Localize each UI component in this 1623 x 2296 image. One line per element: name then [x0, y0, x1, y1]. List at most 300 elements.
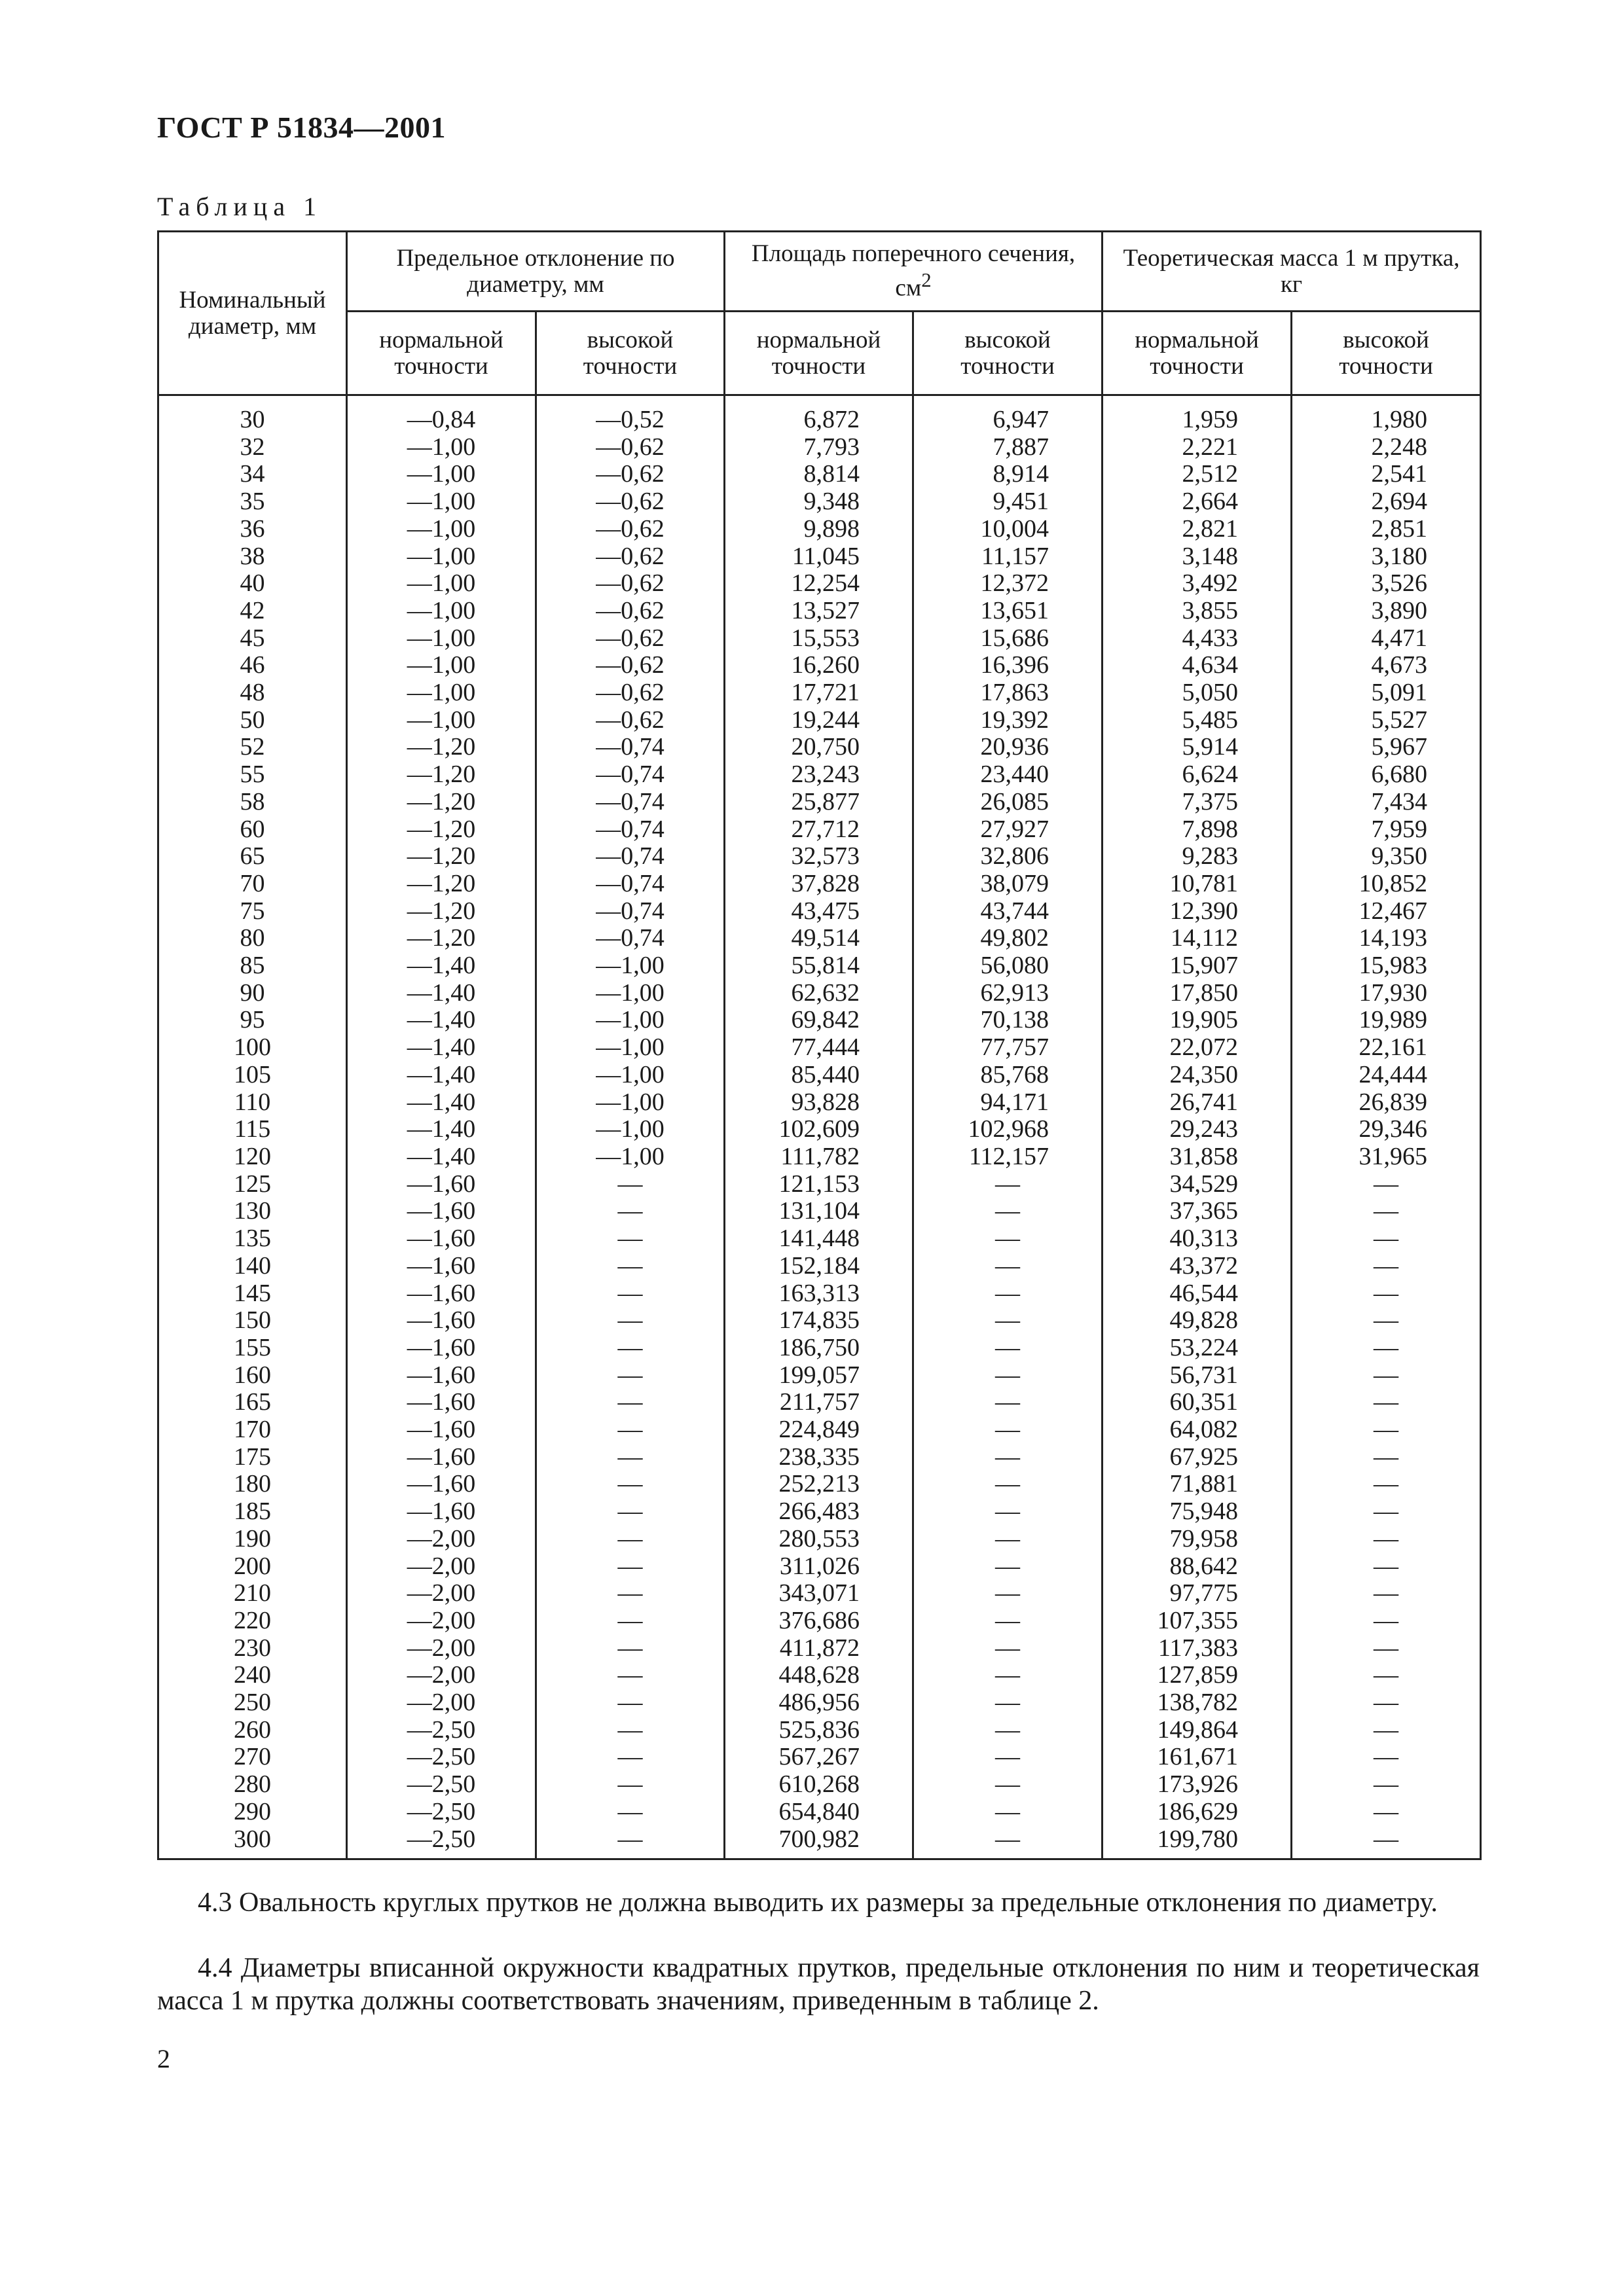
cell-area-high: 70,138 — [913, 1007, 1103, 1034]
cell-area-normal: 141,448 — [725, 1225, 913, 1253]
cell-tolerance-high: — — [536, 1307, 725, 1335]
cell-tolerance-high: —0,74 — [536, 925, 725, 952]
cell-tolerance-normal: —0,84 — [347, 395, 536, 434]
cell-diameter: 140 — [158, 1253, 347, 1280]
cell-diameter: 75 — [158, 898, 347, 925]
cell-tolerance-normal: —1,60 — [347, 1280, 536, 1308]
cell-mass-normal: 5,050 — [1103, 679, 1292, 707]
header-tolerance-high: высокой точности — [536, 312, 725, 395]
cell-area-high: — — [913, 1635, 1103, 1662]
cell-tolerance-high: —0,62 — [536, 679, 725, 707]
header-area — [725, 232, 1103, 312]
cell-area-high: — — [913, 1198, 1103, 1225]
cell-tolerance-normal: —1,60 — [347, 1362, 536, 1390]
cell-area-high: 56,080 — [913, 952, 1103, 980]
cell-area-normal: 11,045 — [725, 543, 913, 571]
cell-area-high: — — [913, 1389, 1103, 1416]
cell-area-normal: 15,553 — [725, 625, 913, 653]
cell-mass-normal: 6,624 — [1103, 761, 1292, 789]
table-row — [158, 1253, 1481, 1280]
cell-mass-high: 22,161 — [1292, 1034, 1481, 1062]
table-row — [158, 1416, 1481, 1444]
cell-tolerance-high: —0,62 — [536, 543, 725, 571]
cell-tolerance-high: — — [536, 1526, 725, 1553]
cell-tolerance-normal: —1,40 — [347, 1089, 536, 1117]
cell-mass-normal: 3,492 — [1103, 570, 1292, 598]
cell-tolerance-high: —1,00 — [536, 1116, 725, 1143]
cell-tolerance-normal: —1,20 — [347, 925, 536, 952]
cell-area-normal: 654,840 — [725, 1799, 913, 1826]
cell-mass-normal: 2,664 — [1103, 488, 1292, 516]
cell-mass-high: 12,467 — [1292, 898, 1481, 925]
cell-mass-normal: 9,283 — [1103, 843, 1292, 870]
cell-area-normal: 111,782 — [725, 1143, 913, 1171]
cell-tolerance-normal: —1,20 — [347, 734, 536, 761]
cell-tolerance-normal: —1,60 — [347, 1416, 536, 1444]
cell-mass-high: 6,680 — [1292, 761, 1481, 789]
cell-mass-normal: 5,485 — [1103, 707, 1292, 734]
cell-tolerance-high: — — [536, 1416, 725, 1444]
cell-mass-normal: 49,828 — [1103, 1307, 1292, 1335]
cell-mass-high: — — [1292, 1826, 1481, 1859]
cell-area-normal: 211,757 — [725, 1389, 913, 1416]
cell-mass-high: 29,346 — [1292, 1116, 1481, 1143]
cell-diameter: 270 — [158, 1744, 347, 1771]
cell-tolerance-normal: —2,00 — [347, 1635, 536, 1662]
cell-area-normal: 525,836 — [725, 1717, 913, 1744]
table-row — [158, 1717, 1481, 1744]
cell-diameter: 45 — [158, 625, 347, 653]
cell-mass-normal: 97,775 — [1103, 1580, 1292, 1607]
cell-mass-high: 26,839 — [1292, 1089, 1481, 1117]
cell-mass-normal: 26,741 — [1103, 1089, 1292, 1117]
cell-area-normal: 43,475 — [725, 898, 913, 925]
cell-area-normal: 174,835 — [725, 1307, 913, 1335]
cell-area-high: 49,802 — [913, 925, 1103, 952]
cell-mass-high: 2,851 — [1292, 516, 1481, 543]
cell-tolerance-normal: —1,00 — [347, 598, 536, 625]
cell-mass-normal: 40,313 — [1103, 1225, 1292, 1253]
cell-area-normal: 411,872 — [725, 1635, 913, 1662]
cell-tolerance-high: — — [536, 1225, 725, 1253]
cell-diameter: 150 — [158, 1307, 347, 1335]
table-row — [158, 1034, 1481, 1062]
cell-diameter: 115 — [158, 1116, 347, 1143]
cell-mass-high: — — [1292, 1280, 1481, 1308]
cell-mass-high: 2,248 — [1292, 434, 1481, 461]
table-row — [158, 707, 1481, 734]
cell-diameter: 32 — [158, 434, 347, 461]
table-row — [158, 570, 1481, 598]
cell-mass-normal: 127,859 — [1103, 1662, 1292, 1689]
table-row — [158, 679, 1481, 707]
cell-area-high: — — [913, 1553, 1103, 1581]
cell-tolerance-normal: —1,20 — [347, 870, 536, 898]
cell-diameter: 200 — [158, 1553, 347, 1581]
cell-tolerance-normal: —2,00 — [347, 1553, 536, 1581]
cell-tolerance-normal: —1,60 — [347, 1471, 536, 1498]
cell-tolerance-normal: —1,60 — [347, 1171, 536, 1198]
cell-tolerance-normal: —1,00 — [347, 570, 536, 598]
cell-area-high: 10,004 — [913, 516, 1103, 543]
cell-mass-normal: 4,634 — [1103, 652, 1292, 679]
cell-mass-normal: 79,958 — [1103, 1526, 1292, 1553]
cell-mass-high: — — [1292, 1553, 1481, 1581]
table-row — [158, 1143, 1481, 1171]
table-row — [158, 925, 1481, 952]
cell-tolerance-normal: —1,00 — [347, 434, 536, 461]
header-area-text: Площадь поперечного сечения, — [751, 240, 1076, 268]
cell-mass-normal: 107,355 — [1103, 1607, 1292, 1635]
cell-area-high: 19,392 — [913, 707, 1103, 734]
cell-diameter: 80 — [158, 925, 347, 952]
cell-mass-high: — — [1292, 1526, 1481, 1553]
cell-mass-normal: 173,926 — [1103, 1771, 1292, 1799]
table-row — [158, 1335, 1481, 1362]
cell-area-high: — — [913, 1662, 1103, 1689]
cell-mass-normal: 12,390 — [1103, 898, 1292, 925]
cell-diameter: 70 — [158, 870, 347, 898]
cell-mass-normal: 60,351 — [1103, 1389, 1292, 1416]
cell-mass-normal: 14,112 — [1103, 925, 1292, 952]
cell-mass-high: 7,959 — [1292, 816, 1481, 844]
cell-mass-normal: 31,858 — [1103, 1143, 1292, 1171]
cell-area-normal: 199,057 — [725, 1362, 913, 1390]
table-row — [158, 1116, 1481, 1143]
cell-tolerance-high: —0,52 — [536, 395, 725, 434]
cell-area-normal: 163,313 — [725, 1280, 913, 1308]
cell-mass-high: 4,673 — [1292, 652, 1481, 679]
cell-mass-normal: 7,375 — [1103, 789, 1292, 816]
cell-diameter: 58 — [158, 789, 347, 816]
cell-area-normal: 121,153 — [725, 1171, 913, 1198]
table-row — [158, 1362, 1481, 1390]
cell-tolerance-normal: —1,20 — [347, 789, 536, 816]
cell-tolerance-high: —0,62 — [536, 461, 725, 488]
cell-mass-high: — — [1292, 1799, 1481, 1826]
cell-diameter: 250 — [158, 1689, 347, 1717]
cell-area-high: — — [913, 1826, 1103, 1859]
cell-mass-normal: 29,243 — [1103, 1116, 1292, 1143]
cell-area-normal: 6,872 — [725, 395, 913, 434]
cell-area-high: — — [913, 1307, 1103, 1335]
cell-area-high: — — [913, 1253, 1103, 1280]
cell-tolerance-high: —0,62 — [536, 570, 725, 598]
cell-tolerance-normal: —1,40 — [347, 1062, 536, 1089]
paragraph-4-4 — [157, 1952, 1480, 2017]
cell-diameter: 46 — [158, 652, 347, 679]
cell-diameter: 230 — [158, 1635, 347, 1662]
cell-tolerance-normal: —2,50 — [347, 1826, 536, 1859]
cell-tolerance-normal: —1,00 — [347, 679, 536, 707]
cell-mass-high: — — [1292, 1635, 1481, 1662]
cell-area-high: 112,157 — [913, 1143, 1103, 1171]
cell-area-normal: 12,254 — [725, 570, 913, 598]
cell-mass-normal: 199,780 — [1103, 1826, 1292, 1859]
cell-area-normal: 69,842 — [725, 1007, 913, 1034]
cell-tolerance-high: —0,62 — [536, 434, 725, 461]
cell-area-high: — — [913, 1744, 1103, 1771]
table-row — [158, 1198, 1481, 1225]
table-row — [158, 1635, 1481, 1662]
cell-area-normal: 280,553 — [725, 1526, 913, 1553]
cell-diameter: 52 — [158, 734, 347, 761]
cell-area-high: 27,927 — [913, 816, 1103, 844]
cell-mass-normal: 75,948 — [1103, 1498, 1292, 1526]
cell-area-normal: 16,260 — [725, 652, 913, 679]
cell-area-normal: 486,956 — [725, 1689, 913, 1717]
cell-mass-normal: 56,731 — [1103, 1362, 1292, 1390]
cell-mass-normal: 10,781 — [1103, 870, 1292, 898]
cell-area-normal: 102,609 — [725, 1116, 913, 1143]
table-row — [158, 1389, 1481, 1416]
cell-tolerance-high: —0,74 — [536, 789, 725, 816]
cell-tolerance-high: —1,00 — [536, 1034, 725, 1062]
cell-area-high: 16,396 — [913, 652, 1103, 679]
table-row — [158, 1607, 1481, 1635]
cell-diameter: 175 — [158, 1444, 347, 1471]
cell-mass-normal: 1,959 — [1103, 395, 1292, 434]
table-row — [158, 816, 1481, 844]
cell-area-normal: 13,527 — [725, 598, 913, 625]
header-row-groups — [158, 232, 1481, 312]
cell-mass-high: 14,193 — [1292, 925, 1481, 952]
cell-mass-high: 5,527 — [1292, 707, 1481, 734]
cell-mass-high: — — [1292, 1225, 1481, 1253]
cell-area-high: 11,157 — [913, 543, 1103, 571]
cell-diameter: 65 — [158, 843, 347, 870]
cell-tolerance-normal: —1,20 — [347, 843, 536, 870]
cell-tolerance-high: — — [536, 1553, 725, 1581]
cell-tolerance-normal: —2,50 — [347, 1744, 536, 1771]
cell-tolerance-high: — — [536, 1471, 725, 1498]
cell-tolerance-high: — — [536, 1689, 725, 1717]
cell-diameter: 300 — [158, 1826, 347, 1859]
table-row — [158, 1662, 1481, 1689]
cell-area-high: 26,085 — [913, 789, 1103, 816]
table-row — [158, 1171, 1481, 1198]
cell-area-normal: 8,814 — [725, 461, 913, 488]
cell-mass-high: 4,471 — [1292, 625, 1481, 653]
cell-tolerance-normal: —1,40 — [347, 980, 536, 1007]
cell-area-high: — — [913, 1526, 1103, 1553]
cell-tolerance-normal: —1,60 — [347, 1335, 536, 1362]
cell-tolerance-normal: —2,00 — [347, 1580, 536, 1607]
cell-area-normal: 343,071 — [725, 1580, 913, 1607]
cell-mass-high: 2,541 — [1292, 461, 1481, 488]
cell-mass-high: — — [1292, 1307, 1481, 1335]
table-row — [158, 734, 1481, 761]
cell-mass-high: — — [1292, 1198, 1481, 1225]
cell-tolerance-high: —0,62 — [536, 598, 725, 625]
cell-mass-high: — — [1292, 1771, 1481, 1799]
cell-mass-high: 1,980 — [1292, 395, 1481, 434]
cell-tolerance-normal: —1,00 — [347, 707, 536, 734]
table-row — [158, 789, 1481, 816]
cell-tolerance-normal: —1,40 — [347, 1116, 536, 1143]
cell-area-high: — — [913, 1717, 1103, 1744]
cell-area-high: 20,936 — [913, 734, 1103, 761]
cell-area-normal: 49,514 — [725, 925, 913, 952]
cell-area-normal: 448,628 — [725, 1662, 913, 1689]
cell-diameter: 145 — [158, 1280, 347, 1308]
table-caption: Таблица 1 — [157, 192, 323, 221]
cell-area-normal: 85,440 — [725, 1062, 913, 1089]
cell-diameter: 130 — [158, 1198, 347, 1225]
cell-tolerance-normal: —1,00 — [347, 625, 536, 653]
cell-diameter: 125 — [158, 1171, 347, 1198]
cell-area-high: 15,686 — [913, 625, 1103, 653]
cell-mass-normal: 34,529 — [1103, 1171, 1292, 1198]
cell-area-normal: 17,721 — [725, 679, 913, 707]
cell-diameter: 40 — [158, 570, 347, 598]
table-row — [158, 543, 1481, 571]
cell-area-high: — — [913, 1335, 1103, 1362]
cell-area-high: — — [913, 1580, 1103, 1607]
cell-tolerance-normal: —1,20 — [347, 898, 536, 925]
table-row — [158, 598, 1481, 625]
table-row — [158, 434, 1481, 461]
cell-mass-normal: 4,433 — [1103, 625, 1292, 653]
cell-area-normal: 376,686 — [725, 1607, 913, 1635]
table-row — [158, 1307, 1481, 1335]
table-body — [158, 395, 1481, 1859]
header-area-unit: см — [895, 274, 922, 302]
cell-diameter: 280 — [158, 1771, 347, 1799]
cell-tolerance-high: —0,74 — [536, 761, 725, 789]
cell-tolerance-high: — — [536, 1635, 725, 1662]
cell-area-normal: 7,793 — [725, 434, 913, 461]
cell-tolerance-high: — — [536, 1771, 725, 1799]
cell-area-high: 6,947 — [913, 395, 1103, 434]
cell-area-high: — — [913, 1362, 1103, 1390]
cell-tolerance-high: — — [536, 1171, 725, 1198]
cell-area-normal: 9,348 — [725, 488, 913, 516]
cell-mass-high: 31,965 — [1292, 1143, 1481, 1171]
cell-diameter: 42 — [158, 598, 347, 625]
cell-mass-normal: 149,864 — [1103, 1717, 1292, 1744]
table-row — [158, 1225, 1481, 1253]
cell-tolerance-high: —0,62 — [536, 516, 725, 543]
cell-diameter: 210 — [158, 1580, 347, 1607]
table-row — [158, 1444, 1481, 1471]
header-tolerance: Предельное отклонение по диаметру, мм — [347, 232, 725, 312]
cell-area-normal: 224,849 — [725, 1416, 913, 1444]
cell-tolerance-normal: —1,60 — [347, 1389, 536, 1416]
cell-area-high: — — [913, 1799, 1103, 1826]
cell-tolerance-high: — — [536, 1580, 725, 1607]
cell-area-high: — — [913, 1607, 1103, 1635]
cell-mass-high: 3,526 — [1292, 570, 1481, 598]
cell-area-high: 12,372 — [913, 570, 1103, 598]
table-row — [158, 1062, 1481, 1089]
cell-diameter: 34 — [158, 461, 347, 488]
cell-mass-normal: 2,821 — [1103, 516, 1292, 543]
cell-area-high: 94,171 — [913, 1089, 1103, 1117]
cell-area-high: 102,968 — [913, 1116, 1103, 1143]
cell-mass-high: — — [1292, 1389, 1481, 1416]
cell-area-high: — — [913, 1689, 1103, 1717]
cell-tolerance-normal: —1,20 — [347, 816, 536, 844]
cell-tolerance-high: —1,00 — [536, 980, 725, 1007]
cell-mass-high: — — [1292, 1607, 1481, 1635]
cell-area-high: — — [913, 1498, 1103, 1526]
cell-mass-high: 5,091 — [1292, 679, 1481, 707]
cell-diameter: 36 — [158, 516, 347, 543]
table-row — [158, 980, 1481, 1007]
cell-mass-high: — — [1292, 1717, 1481, 1744]
cell-mass-normal: 46,544 — [1103, 1280, 1292, 1308]
cell-tolerance-high: — — [536, 1335, 725, 1362]
cell-area-high: 43,744 — [913, 898, 1103, 925]
cell-mass-high: — — [1292, 1471, 1481, 1498]
cell-area-normal: 32,573 — [725, 843, 913, 870]
cell-area-normal: 252,213 — [725, 1471, 913, 1498]
cell-tolerance-normal: —1,60 — [347, 1444, 536, 1471]
header-mass: Теоретическая масса 1 м прутка, кг — [1103, 232, 1481, 312]
cell-diameter: 220 — [158, 1607, 347, 1635]
cell-mass-normal: 7,898 — [1103, 816, 1292, 844]
cell-tolerance-normal: —1,00 — [347, 488, 536, 516]
cell-tolerance-normal: —2,50 — [347, 1799, 536, 1826]
cell-diameter: 190 — [158, 1526, 347, 1553]
cell-area-normal: 27,712 — [725, 816, 913, 844]
cell-tolerance-high: — — [536, 1444, 725, 1471]
cell-diameter: 30 — [158, 395, 347, 434]
cell-mass-normal: 2,221 — [1103, 434, 1292, 461]
cell-diameter: 120 — [158, 1143, 347, 1171]
data-table — [157, 230, 1482, 1860]
cell-mass-high: — — [1292, 1689, 1481, 1717]
cell-area-high: 85,768 — [913, 1062, 1103, 1089]
cell-mass-high: — — [1292, 1253, 1481, 1280]
table-row — [158, 516, 1481, 543]
cell-mass-normal: 161,671 — [1103, 1744, 1292, 1771]
cell-area-normal: 311,026 — [725, 1553, 913, 1581]
cell-diameter: 155 — [158, 1335, 347, 1362]
cell-area-normal: 186,750 — [725, 1335, 913, 1362]
cell-area-high: — — [913, 1471, 1103, 1498]
cell-mass-high: — — [1292, 1335, 1481, 1362]
table-row — [158, 1799, 1481, 1826]
cell-tolerance-high: —1,00 — [536, 1062, 725, 1089]
cell-diameter: 160 — [158, 1362, 347, 1390]
cell-area-high: 7,887 — [913, 434, 1103, 461]
cell-mass-normal: 138,782 — [1103, 1689, 1292, 1717]
cell-area-normal: 19,244 — [725, 707, 913, 734]
cell-mass-normal: 22,072 — [1103, 1034, 1292, 1062]
cell-mass-high: — — [1292, 1744, 1481, 1771]
table-row — [158, 870, 1481, 898]
cell-mass-high: — — [1292, 1416, 1481, 1444]
cell-mass-high: 3,890 — [1292, 598, 1481, 625]
cell-area-normal: 266,483 — [725, 1498, 913, 1526]
table-row — [158, 1280, 1481, 1308]
cell-area-high: 38,079 — [913, 870, 1103, 898]
paragraph-4-3 — [157, 1886, 1480, 1919]
cell-mass-normal: 3,148 — [1103, 543, 1292, 571]
cell-diameter: 95 — [158, 1007, 347, 1034]
cell-tolerance-normal: —1,60 — [347, 1253, 536, 1280]
cell-tolerance-high: — — [536, 1198, 725, 1225]
header-area-high: высокой точности — [913, 312, 1103, 395]
cell-tolerance-high: — — [536, 1799, 725, 1826]
cell-mass-normal: 2,512 — [1103, 461, 1292, 488]
cell-mass-high: 3,180 — [1292, 543, 1481, 571]
cell-diameter: 35 — [158, 488, 347, 516]
paragraph-4-3-text: 4.3 Овальность круглых прутков не должна выводить их размеры за предельные отклонения по диаметру. — [198, 1888, 1438, 1918]
cell-area-normal: 567,267 — [725, 1744, 913, 1771]
